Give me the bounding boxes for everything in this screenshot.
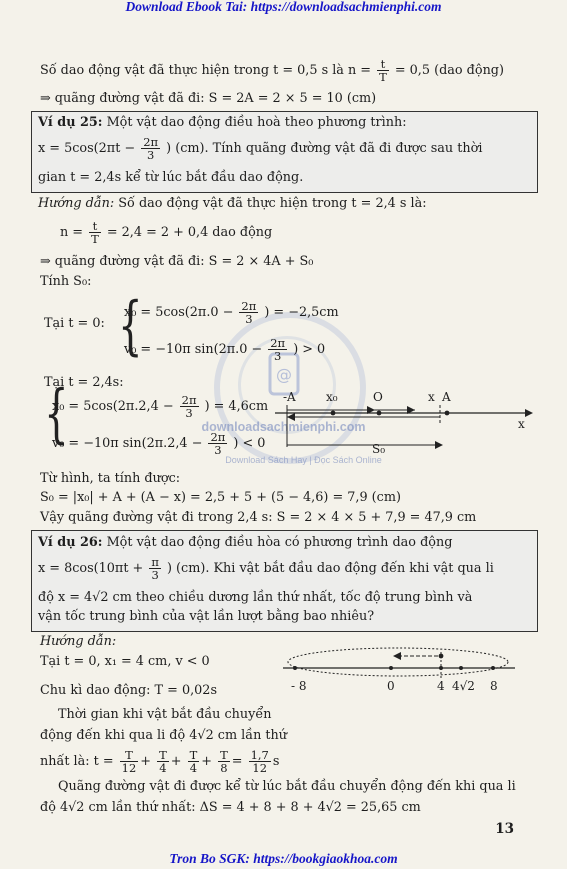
fig26-zero: 0 bbox=[387, 679, 395, 693]
solution-26-distance-l2: độ 4√2 cm lần thứ nhất: ΔS = 4 + 8 + 8 + 4√2 = 25,65 cm bbox=[40, 800, 421, 815]
solution-25-s0-title: Tính S₀: bbox=[40, 274, 92, 289]
watermark-tagline: Download Sách Hay | Đọc Sách Online bbox=[225, 455, 382, 465]
example-26-line3: độ x = 4√2 cm theo chiều dương lần thứ nhất, tốc độ trung bình và bbox=[38, 590, 473, 605]
solution-25-distance: ⇒ quãng đường vật đã đi: S = 2 × 4A + S₀ bbox=[40, 254, 314, 269]
footer-sgk-link[interactable]: Tron Bo SGK: https://bookgiaokhoa.com bbox=[169, 851, 398, 866]
solution-25-t1-v: v₀ = −10π sin(2π.2,4 − $\frac{2\pi}{3}$ ) < 0 bbox=[52, 430, 266, 457]
fig26-minus8: - 8 bbox=[291, 679, 307, 693]
example-25-line3: gian t = 2,4s kể từ lúc bắt đầu dao động. bbox=[38, 170, 304, 185]
solution-25-t0-v: v₀ = −10π sin(2π.0 − $\frac{2\pi}{3}$ ) > 0 bbox=[124, 336, 326, 363]
solution-26-period: Chu kì dao động: T = 0,02s bbox=[40, 683, 218, 698]
fig25-origin: O bbox=[373, 390, 383, 404]
solution-26-guide: Hướng dẫn: bbox=[40, 634, 117, 649]
line-distance-result: ⇒ quãng đường vật đã đi: S = 2A = 2 × 5 = 10 (cm) bbox=[40, 91, 377, 106]
fig25-neg-a: -A bbox=[283, 390, 296, 404]
figure-26-axis bbox=[283, 640, 523, 685]
solution-26-time-formula: nhất là: t = $\frac{T}{12}$ + $\frac{T}{4}$ + $\frac{T}{4}$ + $\frac{T}{8}$ = $\frac{1,7}{12}$ s bbox=[40, 748, 280, 775]
watermark-site: downloadsachmienphi.com bbox=[201, 420, 366, 434]
fig26-four-root2: 4√2 bbox=[452, 679, 475, 693]
solution-26-distance-l1: Quãng đường vật đi được kể từ lúc bắt đầu chuyển động đến khi qua li bbox=[58, 779, 516, 794]
solution-25-from-figure: Từ hình, ta tính được: bbox=[40, 471, 181, 486]
solution-26-t0: Tại t = 0, x₁ = 4 cm, v < 0 bbox=[40, 654, 210, 669]
fig25-x: x bbox=[428, 390, 435, 404]
header-download-link[interactable]: Download Ebook Tai: https://downloadsachmienphi.com bbox=[125, 0, 442, 14]
page-number: 13 bbox=[495, 821, 514, 837]
solution-25-n: n = $\frac{t}{T}$ = 2,4 = 2 + 0,4 dao động bbox=[60, 219, 273, 246]
solution-25-line1: Hướng dẫn: Số dao động vật đã thực hiện trong t = 2,4 s là: bbox=[38, 196, 427, 211]
fig25-a: A bbox=[442, 390, 451, 404]
figure-25-axis bbox=[275, 385, 535, 460]
solution-25-final: Vậy quãng đường vật đi trong 2,4 s: S = 2 × 4 × 5 + 7,9 = 47,9 cm bbox=[40, 510, 477, 525]
solution-26-time-l1: Thời gian khi vật bắt đầu chuyển bbox=[58, 707, 272, 722]
line-n-count: Số dao động vật đã thực hiện trong t = 0,5 s là n = $\frac{t}{T}$ = 0,5 (dao động) bbox=[40, 57, 504, 84]
example-26-line1: Ví dụ 26: Một vật dao động điều hòa có phương trình dao động bbox=[38, 535, 453, 550]
solution-25-t1-x: x₀ = 5cos(2π.2,4 − $\frac{2\pi}{3}$ ) = 4,6cm bbox=[52, 393, 269, 420]
fig26-eight: 8 bbox=[490, 679, 498, 693]
solution-25-t1-label: Tại t = 2,4s: bbox=[44, 375, 124, 390]
solution-25-s0-value: S₀ = |x₀| + A + (A − x) = 2,5 + 5 + (5 − 4,6) = 7,9 (cm) bbox=[40, 490, 401, 505]
svg-text:@: @ bbox=[276, 365, 292, 384]
solution-25-t0-label: Tại t = 0: bbox=[44, 316, 105, 331]
fig25-s0: S₀ bbox=[372, 442, 386, 456]
example-25-line2: x = 5cos(2πt − $\frac{2\pi}{3}$ ) (cm). Tính quãng đường vật đã đi được sau thời bbox=[38, 135, 483, 162]
fig26-four: 4 bbox=[437, 679, 445, 693]
example-26-line2: x = 8cos(10πt + $\frac{\pi}{3}$ ) (cm). Khi vật bắt đầu dao động đến khi vật qua li bbox=[38, 555, 494, 582]
solution-25-t0-x: x₀ = 5cos(2π.0 − $\frac{2\pi}{3}$ ) = −2,5cm bbox=[124, 299, 339, 326]
fig25-x0: x₀ bbox=[326, 390, 338, 404]
example-25-line1: Ví dụ 25: Một vật dao động điều hoà theo phương trình: bbox=[38, 115, 407, 130]
solution-26-time-l2: động đến khi qua li độ 4√2 cm lần thứ bbox=[40, 728, 288, 743]
example-26-line4: vận tốc trung bình của vật lần lượt bằng bao nhiêu? bbox=[38, 609, 375, 624]
fig25-axis-label: x bbox=[518, 417, 525, 431]
